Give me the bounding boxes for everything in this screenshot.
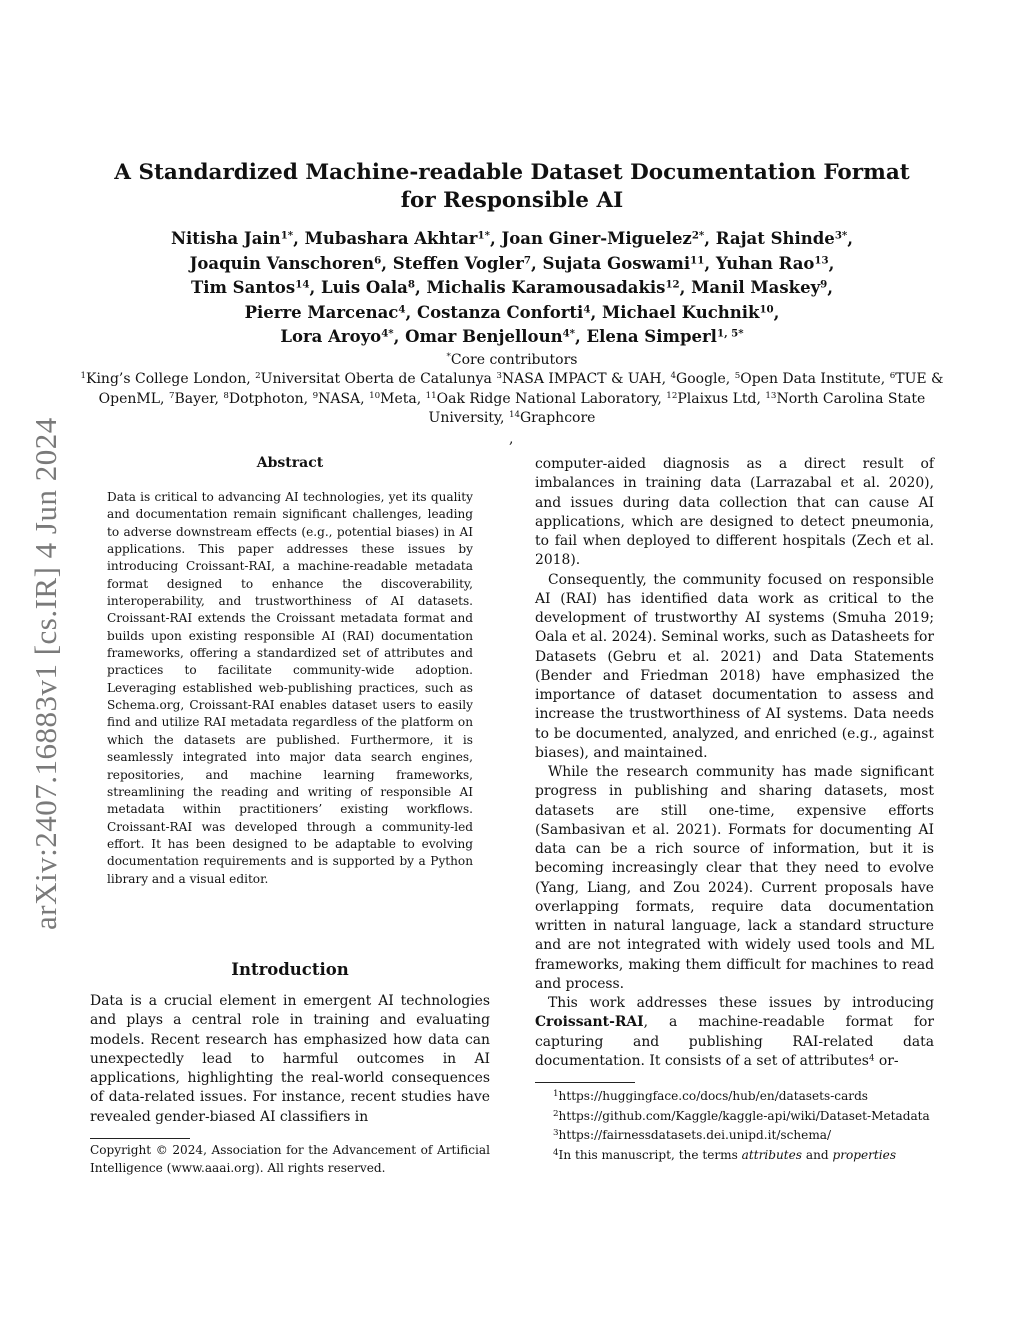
arxiv-side-stamp: arXiv:2407.16883v1 [cs.IR] 4 Jun 2024 — [28, 417, 63, 930]
affiliation-name: TUE & OpenML, — [98, 371, 944, 407]
affiliation-name: Open Data Institute, — [740, 371, 890, 388]
author-name: Omar Benjelloun — [405, 327, 563, 346]
author-name: Joaquin Vanschoren — [189, 253, 375, 273]
intro-right-column — [535, 455, 934, 1071]
author-name: Manil Maskey — [691, 278, 821, 297]
affiliation-number: 1 — [80, 371, 86, 382]
author-name: Luis Oala — [320, 278, 408, 297]
affiliation-name: NASA IMPACT & UAH, — [501, 371, 671, 388]
affiliation-name: North Carolina State University, — [428, 390, 926, 426]
affiliation-name: Dotphoton, — [228, 390, 313, 407]
author-affiliation-marker: 13 — [814, 253, 829, 266]
affiliation-number: 3 — [496, 371, 502, 382]
affiliations-block — [70, 351, 954, 428]
title-line-1: A Standardized Machine-readable Dataset Documentation Format — [114, 160, 910, 185]
footnote-2: $^2$https://github.com/Kaggle/kaggle-api/wiki/Dataset-Metadata — [553, 1108, 930, 1123]
affiliation-number: 12 — [666, 390, 678, 401]
footnote-4: $^4$In this manuscript, the terms attributes and properties — [553, 1147, 897, 1162]
introduction-heading: Introduction — [231, 960, 349, 979]
intro-paragraph-4: This work addresses these issues by introducing Croissant-RAI, a machine-readable format for capturing and publishing RAI-related data documentation. It consists of a set of attributes$^4$ or- — [535, 995, 934, 1069]
footnote-url[interactable]: https://github.com/Kaggle/kaggle-api/wiki/Dataset-Metadata — [558, 1108, 930, 1123]
author-affiliation-marker: 14 — [295, 278, 310, 291]
core-contributors-note: *Core contributors — [446, 352, 578, 368]
author-affiliation-marker: 4 — [398, 302, 406, 315]
author-name: Tim Santos — [190, 278, 296, 297]
affiliation-number: 14 — [508, 410, 520, 421]
stray-mark: , — [509, 431, 514, 447]
author-name: Costanza Conforti — [416, 302, 584, 322]
author-list: Nitisha Jain$^{1*}$, Mubashara Akhtar$^{1*}$, Joan Giner-Miguelez$^{2*}$, Rajat Shinde$^{3*}$, Joaquin Vanschoren$^6$, Steffen Vogler$^7$, Sujata Goswami$^{11}$, Yuhan Rao$^{13}$, Tim Santos$^{14}$, Luis Oala$^8$, Michalis Karamousadakis$^{12}$, Manil Maskey$^9$, Pierre Marcenac$^4$, Costanza Conforti$^4$, Michael Kuchnik$^{10}$, Lora Aroyo$^{4*}$, Omar Benjelloun$^{4*}$, Elena Simperl$^{1, 5*}$ — [170, 229, 854, 346]
author-name: Sujata Goswami — [542, 253, 691, 273]
affiliation-name: Graphcore — [520, 409, 596, 426]
affiliation-name: Plaixus Ltd, — [677, 390, 766, 407]
footnote-1: $^1$https://huggingface.co/docs/hub/en/datasets-cards — [553, 1088, 869, 1103]
author-affiliation-marker: 1* — [477, 229, 490, 242]
footnote-list — [535, 1086, 934, 1145]
affiliation-name: Meta, — [380, 390, 426, 407]
footnote-rule — [535, 1082, 635, 1083]
paper-title — [60, 159, 964, 215]
affiliation-name: Google, — [676, 371, 735, 388]
footnote-ref-4: 4 — [868, 1053, 875, 1064]
intro-paragraph-1-end: computer-aided diagnosis as a direct result of imbalances in training data (Larrazabal et al. 2020), and issues during data collection that can cause AI applications, which are designed to detect pneumonia, to fail when deployed to different hospitals (Zech et al. 2018). — [535, 456, 934, 569]
affiliation-name: Universitat Oberta de Catalunya — [260, 371, 497, 388]
author-affiliation-marker: 9 — [820, 278, 828, 291]
footnote-url[interactable]: https://fairnessdatasets.dei.unipd.it/schema/ — [558, 1127, 832, 1142]
title-line-2: for Responsible AI — [400, 188, 624, 213]
affiliation-name: Bayer, — [174, 390, 224, 407]
copyright-rule — [90, 1138, 190, 1139]
author-affiliation-marker: 12 — [665, 278, 680, 291]
author-name: Lora Aroyo — [280, 327, 382, 346]
author-affiliation-marker: 4 — [583, 302, 591, 315]
author-name: Mubashara Akhtar — [304, 229, 478, 248]
footnotes — [535, 1086, 934, 1164]
author-affiliation-marker: 6 — [374, 253, 382, 266]
affiliation-number: 9 — [312, 390, 319, 401]
author-name: Joan Giner-Miguelez — [501, 229, 692, 248]
author-name: Rajat Shinde — [715, 229, 835, 248]
author-affiliation-marker: 1* — [280, 229, 294, 242]
affiliation-number: 10 — [369, 390, 381, 401]
intro-paragraph-1-start: Data is a crucial element in emergent AI technologies and plays a central role in training and evaluating models. Recent research has emphasized how data can unexpectedly lead to harmful outcomes in AI applications, highlighting the real-world consequences of data-related issues. For instance, recent studies have revealed gender-biased AI classifiers in — [90, 993, 490, 1125]
author-affiliation-marker: 8 — [407, 278, 416, 291]
affiliation-number: 4 — [670, 371, 677, 382]
author-name: Michael Kuchnik — [601, 302, 760, 322]
author-name: Nitisha Jain — [170, 229, 281, 248]
author-name: Pierre Marcenac — [244, 302, 399, 322]
intro-left-column — [90, 992, 490, 1127]
affiliation-number: 6 — [889, 371, 896, 382]
author-affiliation-marker: 4* — [562, 327, 576, 340]
intro-paragraph-3: While the research community has made significant progress in publishing and sharing datasets, most datasets are still one-time, expensive efforts (Sambasivan et al. 2021). Formats for documenting AI data can be a rich source of information, but it is becoming increasingly clear that they need to evolve (Yang, Liang, and Zou 2024). Current proposals have overlapping formats, require data documentation written in natural language, lack a standard structure and are not integrated with widely used tools and ML frameworks, making them difficult for machines to read and process. — [535, 764, 934, 992]
affiliation-number: 13 — [765, 390, 777, 401]
author-name: Elena Simperl — [586, 327, 717, 346]
author-name: Yuhan Rao — [715, 253, 815, 273]
affiliation-name: NASA, — [318, 390, 370, 407]
affiliation-name: King’s College London, — [85, 371, 256, 388]
author-affiliation-marker: 11 — [690, 253, 705, 266]
author-name: Steffen Vogler — [392, 253, 524, 273]
author-affiliation-marker: 2* — [691, 229, 705, 242]
affiliation-number: 5 — [734, 371, 741, 382]
author-name: Michalis Karamousadakis — [426, 278, 666, 297]
author-affiliation-marker: 4* — [381, 327, 394, 340]
affiliation-number: 2 — [255, 371, 261, 382]
affiliation-number: 8 — [223, 390, 229, 401]
affiliation-number: 11 — [425, 390, 437, 401]
affiliation-list — [70, 370, 954, 428]
author-affiliation-marker: 3* — [834, 229, 848, 242]
affiliation-number: 7 — [168, 390, 175, 401]
abstract-text: Data is critical to advancing AI technologies, yet its quality and documentation remain significant challenges, leading to adverse downstream effects (e.g., potential biases) in AI applications. This paper addresses these issues by introducing Croissant-RAI, a machine-readable metadata format designed to enhance the discoverability, interoperability, and trustworthiness of AI datasets. Croissant-RAI extends the Croissant metadata format and builds upon existing responsible AI (RAI) documentation frameworks, offering a standardized set of attributes and practices to facilitate community-wide adoption. Leveraging established web-publishing practices, such as Schema.org, Croissant-RAI enables dataset users to easily find and utilize RAI metadata regardless of the platform on which the datasets are published. Furthermore, it is seamlessly integrated into major data search engines, repositories, and machine learning frameworks, streamlining the reading and writing of responsible AI metadata within practitioners’ existing workflows. Croissant-RAI was developed through a community-led effort. It has been designed to be adaptable to evolving documentation requirements and is supported by a Python library and a visual editor. — [107, 490, 473, 886]
copyright-notice: Copyright © 2024, Association for the Advancement of Artificial Intelligence (www.aaai.org). All rights reserved. — [90, 1143, 490, 1175]
author-affiliation-marker: 1, 5* — [716, 327, 744, 340]
croissant-rai-term: Croissant-RAI — [535, 1014, 644, 1031]
intro-paragraph-2: Consequently, the community focused on responsible AI (RAI) has identified data work as critical to the development of trustworthy AI systems (Smuha 2019; Oala et al. 2024). Seminal works, such as Datasheets for Datasets (Gebru et al. 2021) and Data Statements (Bender and Friedman 2018) have emphasized the importance of dataset documentation to assess and increase the trustworthiness of AI systems. Data needs to be documented, analyzed, and enriched (e.g., against biases), and maintained. — [535, 571, 934, 761]
author-affiliation-marker: 7 — [523, 253, 531, 266]
abstract-heading: Abstract — [256, 455, 324, 471]
author-affiliation-marker: 10 — [759, 302, 774, 315]
footnote-url[interactable]: https://huggingface.co/docs/hub/en/datasets-cards — [558, 1088, 869, 1103]
footnote-3: $^3$https://fairnessdatasets.dei.unipd.it/schema/ — [553, 1127, 832, 1142]
affiliation-name: Oak Ridge National Laboratory, — [436, 390, 667, 407]
